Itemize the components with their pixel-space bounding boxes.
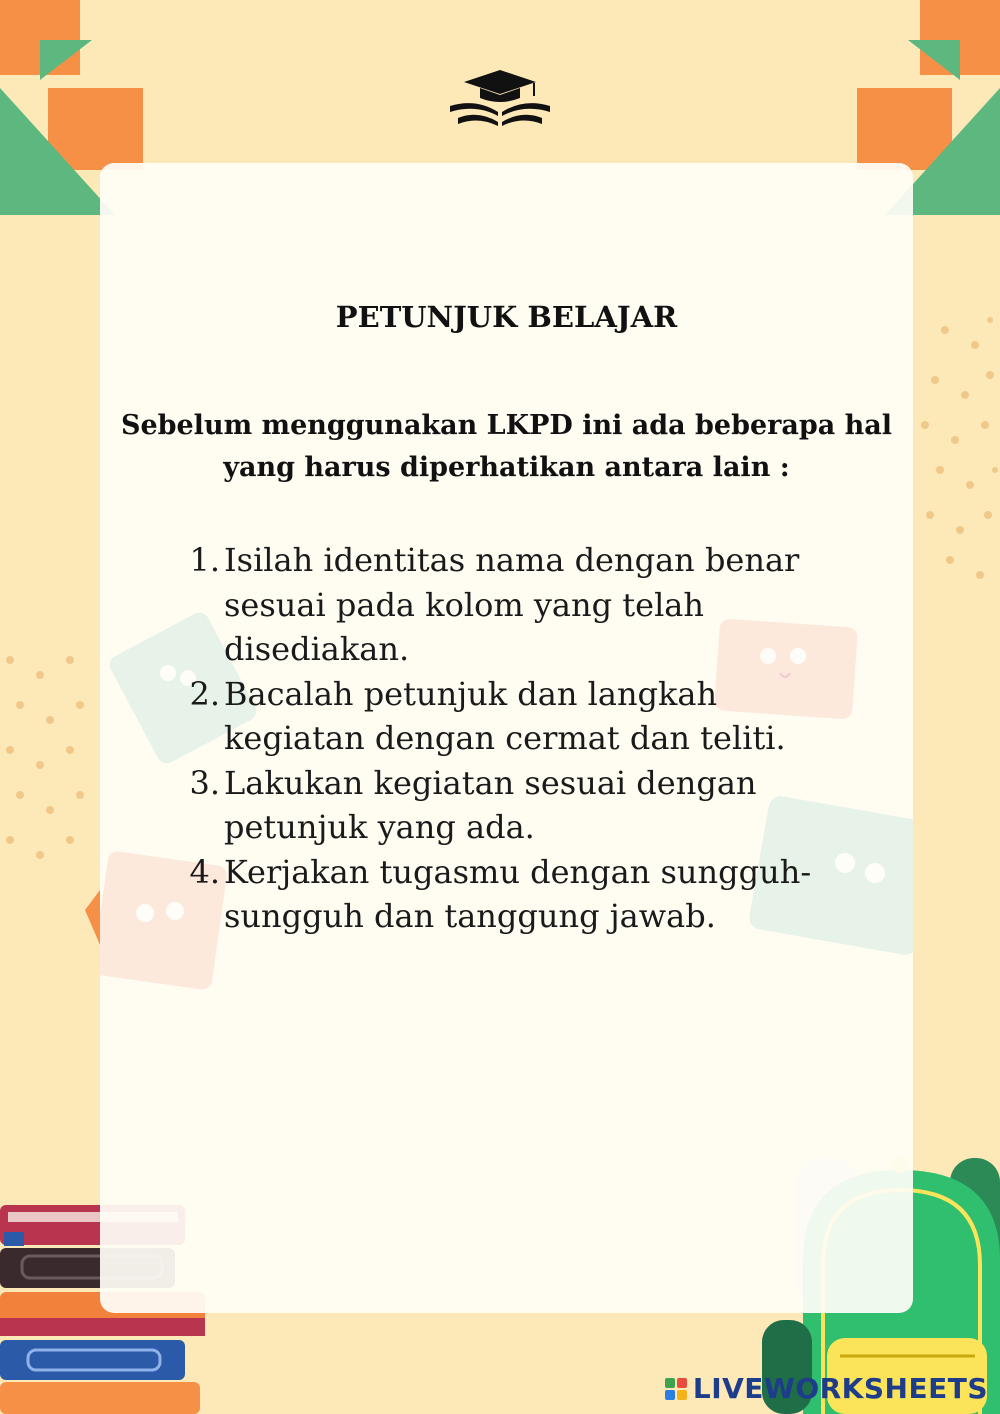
list-item [180,761,840,850]
graduation-cap-book-icon [446,66,554,130]
list-item [180,672,840,761]
list-item-number: 1. [189,541,220,579]
list-item-number: 3. [189,763,220,802]
liveworksheets-watermark [665,1372,988,1405]
list-item-text: Isilah identitas nama dengan benar sesuai pada kolom yang telah disediakan. [224,541,800,668]
list-item [180,538,840,672]
list-item-text: Bacalah petunjuk dan langkah kegiatan dengan cermat dan teliti. [224,674,786,757]
dot-pattern-right [921,317,998,579]
list-item-text: Kerjakan tugasmu dengan sungguh-sungguh dan tanggung jawab. [224,852,812,935]
list-item-number: 4. [189,852,220,891]
intro-text: Sebelum menggunakan LKPD ini ada beberapa hal yang harus diperhatikan antara lain : [120,410,893,483]
liveworksheets-logo-icon [665,1378,687,1400]
page-title: PETUNJUK BELAJAR [335,300,678,334]
instruction-list [180,538,840,939]
watermark-text: LIVEWORKSHEETS [692,1372,988,1405]
list-item [180,850,840,939]
dot-pattern-left [6,656,84,859]
list-item-text: Lakukan kegiatan sesuai dengan petunjuk yang ada. [224,763,757,846]
list-item-number: 2. [189,674,220,713]
left-orange-shape [85,890,100,945]
